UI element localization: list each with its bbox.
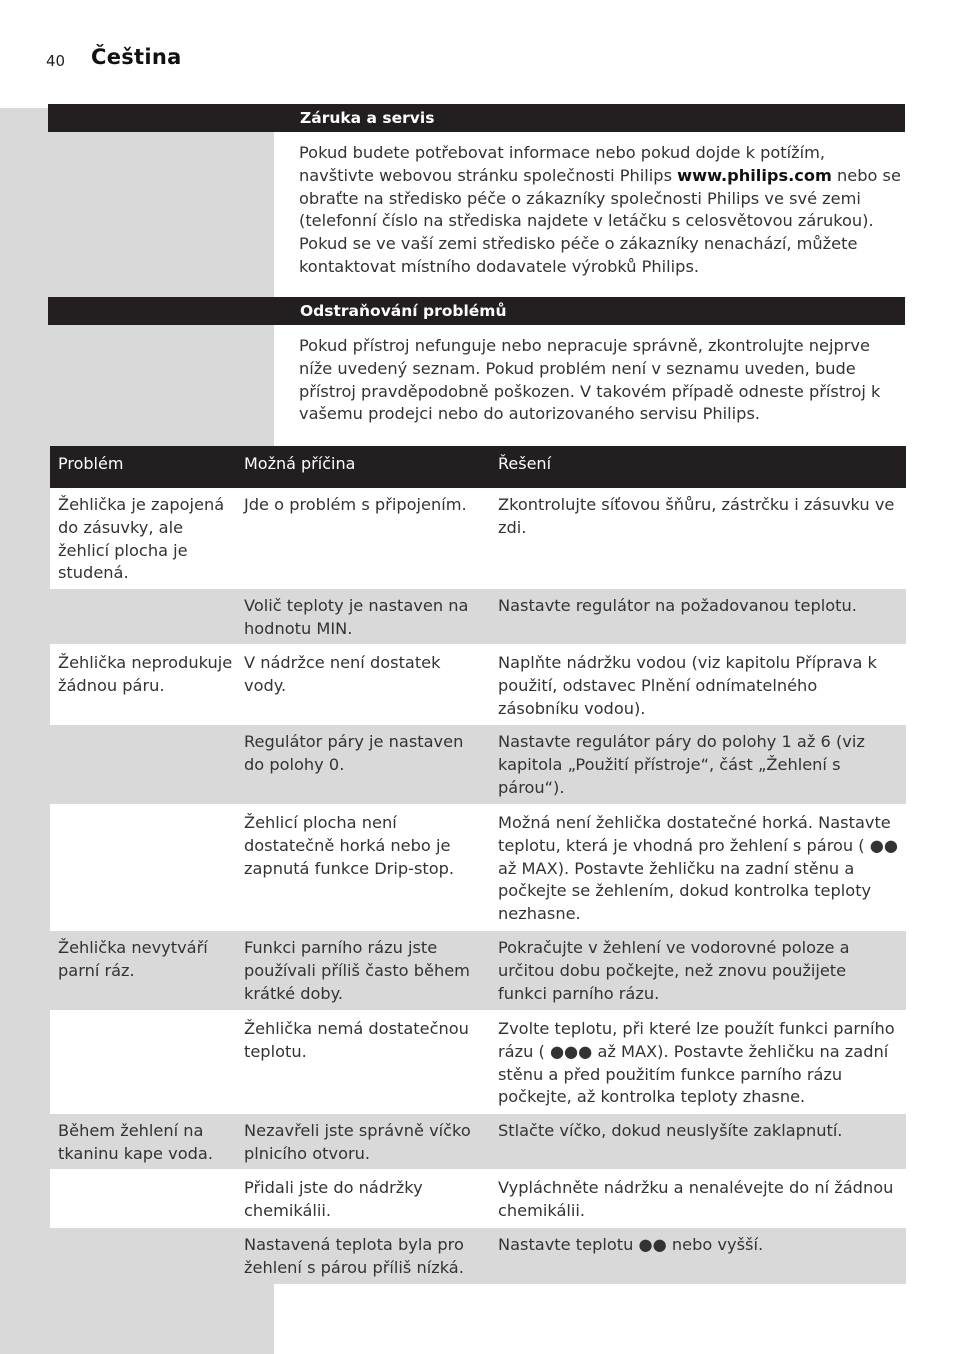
table-row [50, 1228, 906, 1284]
solution-cell: Nastavte regulátor páry do polohy 1 až 6 (viz kapitola „Použití přístroje“, část „Žehlení s párou“). [498, 732, 865, 797]
table-row [50, 589, 906, 646]
section-title: Záruka a servis [300, 109, 435, 127]
cause-cell: Žehlička nemá dostatečnou teplotu. [244, 1019, 469, 1061]
section-body-troubleshooting: Pokud přístroj nefunguje nebo nepracuje správně, zkontrolujte nejprve níže uvedený seznam. Pokud problém není v seznamu uveden, bude přístroj pravděpodobně poškozen. V takovém případě odneste přístroj k vašemu prodejci nebo do autorizovaného servisu Philips. [299, 336, 881, 424]
problem-cell: Žehlička neprodukuje žádnou páru. [58, 653, 233, 695]
table-row [50, 931, 906, 1012]
cause-cell: Jde o problém s připojením. [244, 495, 467, 514]
problem-cell: Žehlička je zapojená do zásuvky, ale žehlicí plocha je studená. [58, 495, 225, 583]
problem-cell: Během žehlení na tkaninu kape voda. [58, 1121, 213, 1163]
section-body-warranty [299, 142, 905, 279]
table-row [50, 1171, 906, 1228]
problem-cell: Žehlička nevytváří parní ráz. [58, 938, 208, 980]
cause-cell: V nádržce není dostatek vody. [244, 653, 441, 695]
cause-cell: Nezavřeli jste správně víčko plnicího otvoru. [244, 1121, 471, 1163]
table-row [50, 1114, 906, 1171]
page-language-heading: Čeština [91, 45, 182, 69]
table-row [50, 725, 906, 806]
table-row [50, 646, 906, 725]
solution-cell: Vypláchněte nádržku a nenalévejte do ní žádnou chemikálii. [498, 1178, 894, 1220]
solution-cell: Nastavte regulátor na požadovanou teplotu. [498, 596, 857, 615]
page-number: 40 [46, 52, 66, 70]
cause-cell: Přidali jste do nádržky chemikálii. [244, 1178, 423, 1220]
solution-cell: Pokračujte v žehlení ve vodorovné poloze a určitou dobu počkejte, než znovu použijete funkci parního rázu. [498, 938, 850, 1003]
solution-cell: Nastavte teplotu ●● nebo vyšší. [498, 1235, 764, 1254]
cause-cell: Funkci parního rázu jste používali příliš často během krátké doby. [244, 938, 470, 1003]
solution-cell: Naplňte nádržku vodou (viz kapitolu Příprava k použití, odstavec Plnění odnímatelného zásobníku vodou). [498, 653, 877, 718]
solution-cell: Zkontrolujte síťovou šňůru, zástrčku i zásuvku ve zdi. [498, 495, 895, 537]
philips-link[interactable]: www.philips.com [677, 165, 832, 185]
table-row [50, 488, 906, 589]
column-header-cause: Možná příčina [244, 454, 356, 473]
column-header-problem: Problém [58, 454, 124, 473]
solution-cell: Zvolte teplotu, při které lze použít funkci parního rázu ( ●●● až MAX). Postavte žehličku na zadní stěnu a před použitím funkce parního rázu počkejte, až kontrolka teploty zhasne. [498, 1019, 895, 1107]
column-header-solution: Řešení [498, 454, 552, 473]
table-row [50, 1012, 906, 1114]
cause-cell: Volič teploty je nastaven na hodnotu MIN. [244, 596, 469, 638]
section-text: Pokud budete potřebovat informace nebo pokud dojde k potížím, navštivte webovou stránku společnosti Philips [299, 143, 826, 185]
section-header-warranty [48, 104, 905, 132]
cause-cell: Nastavená teplota byla pro žehlení s párou příliš nízká. [244, 1235, 464, 1277]
troubleshooting-table [50, 446, 906, 1284]
table-row [50, 806, 906, 931]
section-text: nebo se obraťte na středisko péče o zákazníky společnosti Philips ve své zemi (telefonní číslo na střediska najdete v letáčku s celosvětovou zárukou). Pokud se ve vaší zemi středisko péče o zákazníky nenachází, můžete kontaktovat místního dodavatele výrobků Philips. [299, 165, 901, 276]
cause-cell: Regulátor páry je nastaven do polohy 0. [244, 732, 464, 774]
solution-cell: Stlačte víčko, dokud neuslyšíte zaklapnutí. [498, 1121, 843, 1140]
solution-cell: Možná není žehlička dostatečné horká. Nastavte teplotu, která je vhodná pro žehlení s párou ( ●● až MAX). Postavte žehličku na zadní stěnu a počkejte se žehlením, dokud kontrolka teploty nezhasne. [498, 813, 899, 924]
cause-cell: Žehlicí plocha není dostatečně horká nebo je zapnutá funkce Drip-stop. [244, 813, 455, 878]
table-header-row [50, 446, 906, 488]
section-header-troubleshooting [48, 297, 905, 325]
section-title: Odstraňování problémů [300, 302, 507, 320]
